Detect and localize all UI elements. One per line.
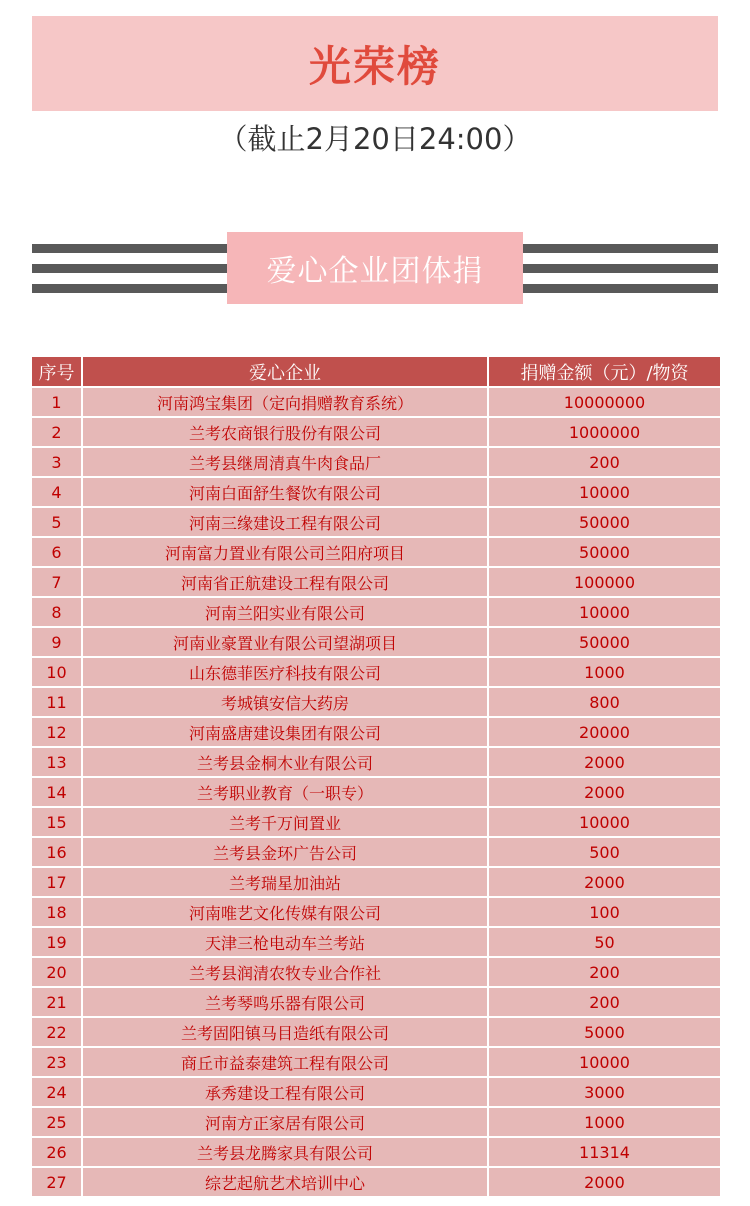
table-row xyxy=(32,1047,720,1077)
cutoff-date: （截止2月20日24:00） xyxy=(218,122,532,156)
table-row xyxy=(32,657,720,687)
index-cell: 22 xyxy=(32,1017,82,1047)
index-cell: 5 xyxy=(32,507,82,537)
company-cell: 河南鸿宝集团（定向捐赠教育系统） xyxy=(82,387,488,417)
amount-cell: 20000 xyxy=(488,717,720,747)
table-row xyxy=(32,687,720,717)
amount-cell: 100000 xyxy=(488,567,720,597)
index-cell: 9 xyxy=(32,627,82,657)
section-title: 爱心企业团体捐 xyxy=(266,254,484,289)
company-cell: 河南盛唐建设集团有限公司 xyxy=(82,717,488,747)
table-row xyxy=(32,1137,720,1167)
table-row xyxy=(32,897,720,927)
header-company: 爱心企业 xyxy=(82,357,488,387)
table-row xyxy=(32,867,720,897)
company-cell: 兰考固阳镇马目造纸有限公司 xyxy=(82,1017,488,1047)
index-cell: 4 xyxy=(32,477,82,507)
company-cell: 承秀建设工程有限公司 xyxy=(82,1077,488,1107)
table-row xyxy=(32,927,720,957)
amount-cell: 2000 xyxy=(488,747,720,777)
company-cell: 兰考农商银行股份有限公司 xyxy=(82,417,488,447)
index-cell: 1 xyxy=(32,387,82,417)
table-row xyxy=(32,507,720,537)
amount-cell: 1000 xyxy=(488,657,720,687)
amount-cell: 10000 xyxy=(488,1047,720,1077)
index-cell: 21 xyxy=(32,987,82,1017)
index-cell: 17 xyxy=(32,867,82,897)
table-row xyxy=(32,1017,720,1047)
table-row xyxy=(32,837,720,867)
amount-cell: 2000 xyxy=(488,1167,720,1197)
company-cell: 考城镇安信大药房 xyxy=(82,687,488,717)
table-row xyxy=(32,597,720,627)
amount-cell: 10000000 xyxy=(488,387,720,417)
amount-cell: 2000 xyxy=(488,867,720,897)
amount-cell: 2000 xyxy=(488,777,720,807)
company-cell: 兰考县润清农牧专业合作社 xyxy=(82,957,488,987)
header-index: 序号 xyxy=(32,357,82,387)
company-cell: 河南白面舒生餐饮有限公司 xyxy=(82,477,488,507)
company-cell: 河南三缘建设工程有限公司 xyxy=(82,507,488,537)
index-cell: 14 xyxy=(32,777,82,807)
page-title: 光荣榜 xyxy=(308,41,441,91)
table-row xyxy=(32,777,720,807)
header-amount: 捐赠金额（元）/物资 xyxy=(488,357,720,387)
company-cell: 河南省正航建设工程有限公司 xyxy=(82,567,488,597)
table-row xyxy=(32,477,720,507)
amount-cell: 10000 xyxy=(488,807,720,837)
amount-cell: 5000 xyxy=(488,1017,720,1047)
amount-cell: 11314 xyxy=(488,1137,720,1167)
index-cell: 8 xyxy=(32,597,82,627)
table-header-row xyxy=(32,357,720,387)
index-cell: 19 xyxy=(32,927,82,957)
company-cell: 兰考千万间置业 xyxy=(82,807,488,837)
amount-cell: 500 xyxy=(488,837,720,867)
table-row xyxy=(32,747,720,777)
index-cell: 23 xyxy=(32,1047,82,1077)
table-row xyxy=(32,957,720,987)
table-row xyxy=(32,1077,720,1107)
company-cell: 兰考职业教育（一职专） xyxy=(82,777,488,807)
company-cell: 兰考县金环广告公司 xyxy=(82,837,488,867)
index-cell: 7 xyxy=(32,567,82,597)
company-cell: 兰考县继周清真牛肉食品厂 xyxy=(82,447,488,477)
donors-table xyxy=(32,357,720,1198)
index-cell: 2 xyxy=(32,417,82,447)
company-cell: 商丘市益泰建筑工程有限公司 xyxy=(82,1047,488,1077)
index-cell: 11 xyxy=(32,687,82,717)
amount-cell: 50 xyxy=(488,927,720,957)
company-cell: 河南富力置业有限公司兰阳府项目 xyxy=(82,537,488,567)
table-row xyxy=(32,417,720,447)
index-cell: 15 xyxy=(32,807,82,837)
amount-cell: 200 xyxy=(488,447,720,477)
index-cell: 10 xyxy=(32,657,82,687)
index-cell: 16 xyxy=(32,837,82,867)
company-cell: 兰考琴鸣乐器有限公司 xyxy=(82,987,488,1017)
table-row xyxy=(32,537,720,567)
table-row xyxy=(32,567,720,597)
table-row xyxy=(32,627,720,657)
index-cell: 18 xyxy=(32,897,82,927)
title-banner xyxy=(32,16,718,111)
table-row xyxy=(32,447,720,477)
section-banner xyxy=(227,232,523,304)
company-cell: 河南兰阳实业有限公司 xyxy=(82,597,488,627)
amount-cell: 50000 xyxy=(488,627,720,657)
company-cell: 天津三枪电动车兰考站 xyxy=(82,927,488,957)
company-cell: 山东德菲医疗科技有限公司 xyxy=(82,657,488,687)
amount-cell: 800 xyxy=(488,687,720,717)
amount-cell: 50000 xyxy=(488,507,720,537)
company-cell: 兰考县金桐木业有限公司 xyxy=(82,747,488,777)
amount-cell: 1000 xyxy=(488,1107,720,1137)
company-cell: 兰考县龙腾家具有限公司 xyxy=(82,1137,488,1167)
index-cell: 24 xyxy=(32,1077,82,1107)
table-row xyxy=(32,1167,720,1197)
amount-cell: 10000 xyxy=(488,597,720,627)
company-cell: 兰考瑞星加油站 xyxy=(82,867,488,897)
amount-cell: 100 xyxy=(488,897,720,927)
company-cell: 综艺起航艺术培训中心 xyxy=(82,1167,488,1197)
table-row xyxy=(32,807,720,837)
company-cell: 河南业豪置业有限公司望湖项目 xyxy=(82,627,488,657)
amount-cell: 200 xyxy=(488,987,720,1017)
table-row xyxy=(32,717,720,747)
index-cell: 13 xyxy=(32,747,82,777)
table-row xyxy=(32,1107,720,1137)
index-cell: 20 xyxy=(32,957,82,987)
table-row xyxy=(32,987,720,1017)
amount-cell: 10000 xyxy=(488,477,720,507)
index-cell: 12 xyxy=(32,717,82,747)
index-cell: 27 xyxy=(32,1167,82,1197)
index-cell: 6 xyxy=(32,537,82,567)
company-cell: 河南方正家居有限公司 xyxy=(82,1107,488,1137)
company-cell: 河南唯艺文化传媒有限公司 xyxy=(82,897,488,927)
amount-cell: 200 xyxy=(488,957,720,987)
amount-cell: 50000 xyxy=(488,537,720,567)
index-cell: 26 xyxy=(32,1137,82,1167)
amount-cell: 1000000 xyxy=(488,417,720,447)
amount-cell: 3000 xyxy=(488,1077,720,1107)
table-row xyxy=(32,387,720,417)
index-cell: 25 xyxy=(32,1107,82,1137)
index-cell: 3 xyxy=(32,447,82,477)
